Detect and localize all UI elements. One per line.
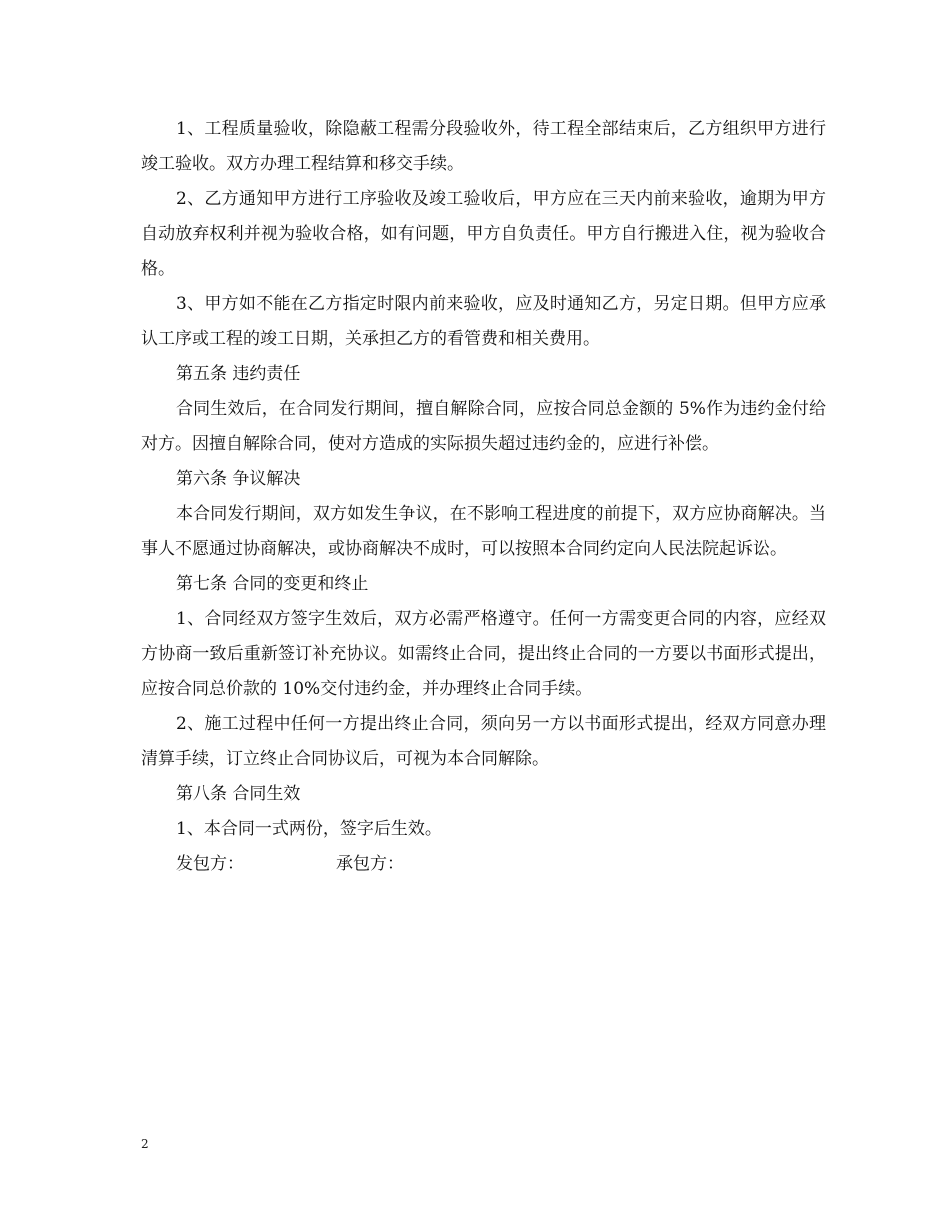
paragraph-effectiveness-1: 1、本合同一式两份，签字后生效。	[176, 819, 442, 839]
paragraph-change-termination-2: 2、施工过程中任何一方提出终止合同，须向另一方以书面形式提出，经双方同意办理清算手续，订立终止合同协议后，可视为本合同解除。	[141, 714, 826, 769]
document-body	[141, 112, 826, 882]
party-b-label: 承包方：	[336, 854, 404, 874]
party-a-label: 发包方：	[176, 854, 244, 874]
paragraph-dispute-resolution: 本合同发行期间，双方如发生争议，在不影响工程进度的前提下，双方应协商解决。当事人不愿通过协商解决，或协商解决不成时，可以按照本合同约定向人民法院起诉讼。	[141, 504, 826, 559]
heading-article-5: 第五条 违约责任	[176, 364, 301, 384]
paragraph-breach-liability: 合同生效后，在合同发行期间，擅自解除合同，应按合同总金额的 5%作为违约金付给对方。因擅自解除合同，使对方造成的实际损失超过违约金的，应进行补偿。	[141, 399, 826, 454]
heading-article-8: 第八条 合同生效	[176, 784, 301, 804]
page-number: 2	[141, 1137, 149, 1151]
heading-article-7: 第七条 合同的变更和终止	[176, 574, 369, 594]
heading-article-6: 第六条 争议解决	[176, 469, 301, 489]
paragraph-change-termination-1: 1、合同经双方签字生效后，双方必需严格遵守。任何一方需变更合同的内容，应经双方协商一致后重新签订补充协议。如需终止合同，提出终止合同的一方要以书面形式提出，应按合同总价款的 10%交付违约金，并办理终止合同手续。	[141, 609, 826, 699]
signature-row	[141, 847, 826, 882]
paragraph-acceptance-1: 1、工程质量验收，除隐蔽工程需分段验收外，待工程全部结束后，乙方组织甲方进行竣工验收。双方办理工程结算和移交手续。	[141, 119, 826, 174]
paragraph-acceptance-3: 3、甲方如不能在乙方指定时限内前来验收，应及时通知乙方，另定日期。但甲方应承认工序或工程的竣工日期，关承担乙方的看管费和相关费用。	[141, 294, 826, 349]
paragraph-acceptance-2: 2、乙方通知甲方进行工序验收及竣工验收后，甲方应在三天内前来验收，逾期为甲方自动放弃权利并视为验收合格，如有问题，甲方自负责任。甲方自行搬进入住，视为验收合格。	[141, 189, 826, 279]
